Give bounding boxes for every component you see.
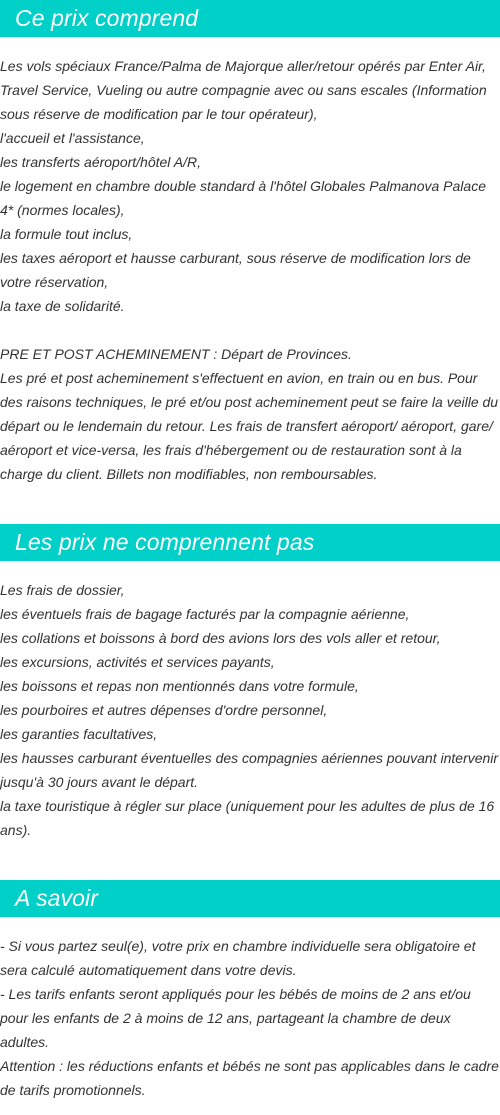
list-item: les garanties facultatives, — [0, 726, 158, 742]
section-title: A savoir — [15, 885, 99, 911]
list-item: l'accueil et l'assistance, — [0, 130, 145, 146]
transfer-paragraph: Les pré et post acheminement s'effectuent en avion, en train ou en bus. Pour des raisons techniques, le pré et/ou post acheminement peut se faire la veille du départ ou le lendemain du retour. Les frais de transfert aéroport/ aéroport, gare/ aéroport et vice-versa, les frais d'hébergement ou de restauration sont à la charge du client. Billets non modifiables, non remboursables. — [0, 370, 499, 482]
list-item: Les frais de dossier, — [0, 582, 125, 598]
list-item: les éventuels frais de bagage facturés par la compagnie aérienne, — [0, 606, 410, 622]
list-item: Les vols spéciaux France/Palma de Majorque aller/retour opérés par Enter Air, Travel Service, Vueling ou autre compagnie avec ou sans escales (Information sous réserve de modification par le tour opérateur), — [0, 58, 487, 122]
section-body — [0, 917, 500, 1102]
list-item: les taxes aéroport et hausse carburant, sous réserve de modification lors de votre réservation, — [0, 250, 471, 290]
list-item: - Les tarifs enfants seront appliqués pour les bébés de moins de 2 ans et/ou pour les enfants de 2 à moins de 12 ans, partageant la chambre de deux adultes. — [0, 986, 471, 1050]
section-header — [0, 880, 500, 917]
section-title: Les prix ne comprennent pas — [15, 529, 315, 555]
section-price-excludes — [0, 524, 500, 842]
section-good-to-know — [0, 880, 500, 1102]
list-item: - Si vous partez seul(e), votre prix en chambre individuelle sera obligatoire et sera calculé automatiquement dans votre devis. — [0, 938, 476, 978]
list-item: la taxe touristique à régler sur place (uniquement pour les adultes de plus de 16 ans). — [0, 798, 495, 838]
list-item: les hausses carburant éventuelles des compagnies aériennes pouvant intervenir jusqu'à 30 jours avant le départ. — [0, 750, 499, 790]
list-item: la formule tout inclus, — [0, 226, 133, 242]
list-item: les pourboires et autres dépenses d'ordre personnel, — [0, 702, 328, 718]
section-header — [0, 0, 500, 37]
list-item: les excursions, activités et services payants, — [0, 654, 275, 670]
list-item: la taxe de solidarité. — [0, 298, 125, 314]
section-body — [0, 561, 500, 842]
list-item: les boissons et repas non mentionnés dans votre formule, — [0, 678, 359, 694]
section-header — [0, 524, 500, 561]
section-body — [0, 37, 500, 486]
section-title: Ce prix comprend — [15, 5, 199, 31]
list-item: les collations et boissons à bord des avions lors des vols aller et retour, — [0, 630, 441, 646]
list-item: le logement en chambre double standard à l'hôtel Globales Palmanova Palace 4* (normes locales), — [0, 178, 486, 218]
spacer — [0, 318, 500, 342]
list-item: Attention : les réductions enfants et bébés ne sont pas applicables dans le cadre de tarifs promotionnels. — [0, 1058, 499, 1098]
list-item: les transferts aéroport/hôtel A/R, — [0, 154, 202, 170]
section-price-includes — [0, 0, 500, 486]
transfer-heading: PRE ET POST ACHEMINEMENT : Départ de Provinces. — [0, 346, 352, 362]
